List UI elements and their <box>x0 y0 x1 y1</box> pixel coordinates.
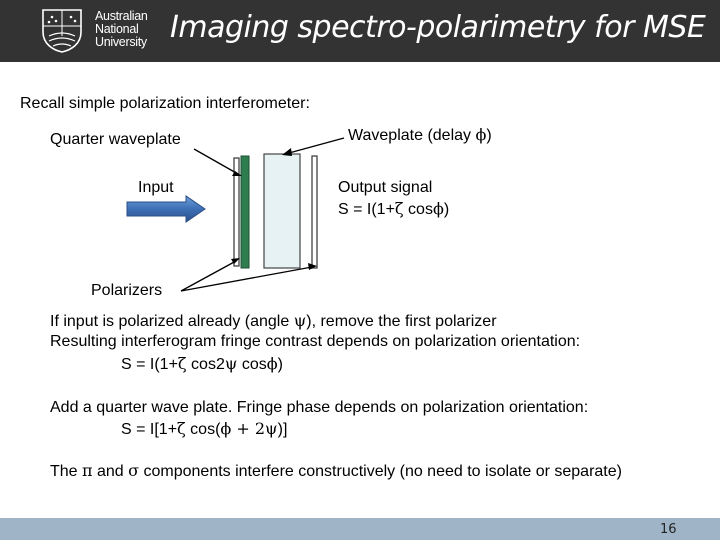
equation-part: ) <box>277 356 283 373</box>
body-line-3: Add a quarter wave plate. Fringe phase depends on polarization orientation: <box>50 399 589 416</box>
equation-part: S = I[1+ <box>121 421 178 438</box>
page-number: 16 <box>660 522 677 537</box>
quarter-waveplate-pointer <box>194 149 238 174</box>
header-bar <box>0 0 720 62</box>
zeta-symbol: ζ <box>177 354 187 373</box>
first-polarizer <box>234 158 239 266</box>
output-signal-label: Output signal <box>338 179 433 196</box>
first-polarizer-pointer-head <box>231 258 240 264</box>
input-beam-arrow <box>127 196 205 222</box>
phi-symbol: ϕ <box>432 199 444 218</box>
phi-symbol: ϕ <box>266 354 278 373</box>
equation-part: cos2 <box>186 356 225 373</box>
zeta-symbol: ζ <box>177 419 186 438</box>
quarter-waveplate-pointer-head <box>232 171 242 176</box>
text-part: If input is polarized already (angle <box>50 313 294 330</box>
equation-part: )] <box>277 421 288 438</box>
logo-line: National <box>95 22 139 36</box>
second-polarizer <box>312 156 317 268</box>
body-line-2: Resulting interferogram fringe contrast depends on polarization orientation: <box>50 333 581 350</box>
body-line-4 <box>50 461 622 482</box>
equation-part: ) <box>443 201 450 218</box>
sigma-symbol: σ <box>128 461 140 480</box>
intro-text: Recall simple polarization interferometer: <box>20 95 310 112</box>
body-line-1 <box>50 311 497 332</box>
equation-part: S = I(1+ <box>338 201 395 218</box>
anu-logo <box>37 6 162 54</box>
output-signal-equation <box>338 199 449 220</box>
logo-line: Australian <box>95 9 148 23</box>
anu-crest-icon <box>37 6 87 54</box>
text-part: ), remove the first polarizer <box>306 313 497 330</box>
waveplate-label <box>348 125 492 146</box>
text-part: and <box>92 463 129 480</box>
waveplate-pointer <box>289 138 344 153</box>
equation-1 <box>121 354 283 375</box>
waveplate-label-close: ) <box>486 127 492 144</box>
polarizers-label: Polarizers <box>91 282 163 299</box>
equation-part: cos <box>237 356 267 373</box>
equation-part: cos( <box>185 421 221 438</box>
slide-title: Imaging spectro-polarimetry for MSE <box>170 10 706 45</box>
zeta-symbol: ζ <box>394 199 404 218</box>
input-label: Input <box>138 179 174 196</box>
waveplate-label-text: Waveplate (delay <box>348 127 476 144</box>
pi-symbol: π <box>82 461 93 480</box>
anu-logo-text <box>95 10 148 49</box>
logo-line: University <box>95 35 147 49</box>
waveplate-pointer-head <box>282 148 292 156</box>
second-polarizer-pointer-head <box>308 263 317 270</box>
quarter-waveplate <box>241 156 249 268</box>
text-part: components interfere constructively (no need to isolate or separate) <box>139 463 622 480</box>
psi-symbol: ψ <box>224 354 238 373</box>
text-part: The <box>50 463 83 480</box>
equation-part: cos <box>403 201 433 218</box>
quarter-waveplate-label: Quarter waveplate <box>50 131 181 148</box>
phi-symbol: ϕ <box>475 125 487 144</box>
psi-symbol: ψ <box>293 311 307 330</box>
equation-2 <box>121 419 287 440</box>
waveplate <box>264 154 300 268</box>
footer-bar <box>0 518 720 540</box>
equation-part: S = I(1+ <box>121 356 178 373</box>
second-polarizer-pointer <box>181 267 312 291</box>
phase-expression: ϕ + 2ψ <box>220 419 278 438</box>
first-polarizer-pointer <box>181 261 236 291</box>
